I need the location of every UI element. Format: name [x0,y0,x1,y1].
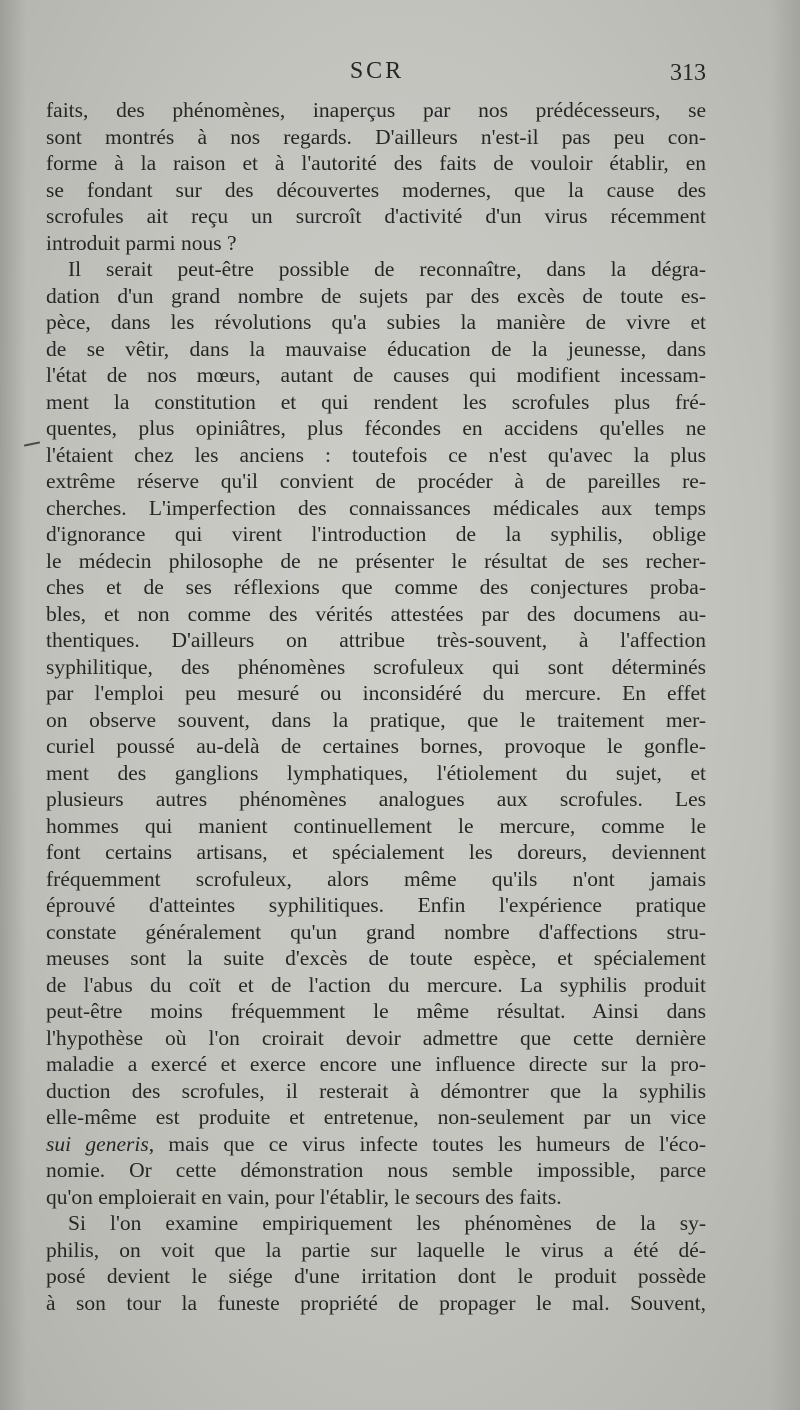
text-line: se fondant sur des découvertes modernes, que la cause des [46,177,706,202]
text-line: constate généralement qu'un grand nombre d'affections stru- [46,919,706,944]
text-line: le médecin philosophe de ne présenter le résultat de ses recher- [46,548,706,573]
text-line: elle-même est produite et entretenue, non-seulement par un vice [46,1105,706,1129]
text-line: l'hypothèse où l'on croirait devoir admettre que cette dernière [46,1025,706,1050]
text-line: peut-être moins fréquemment le même résultat. Ainsi dans [46,999,706,1023]
text-line: introduit parmi nous ? [46,230,237,255]
running-head [48,58,706,90]
body-text [46,97,706,1316]
text-line: faits, des phénomènes, inaperçus par nos prédécesseurs, se [46,98,706,122]
text-line: plusieurs autres phénomènes analogues aux scrofules. Les [46,787,706,811]
text-line: sont montrés à nos regards. D'ailleurs n'est-il pas peu con- [46,124,706,149]
text-line: font certains artisans, et spécialement les doreurs, deviennent [46,840,706,864]
text-line: Il serait peut-être possible de reconnaître, dans la dégra- [68,257,706,281]
text-line: curiel poussé au-delà de certaines bornes, provoque le gonfle- [46,734,706,758]
text-line: pèce, dans les révolutions qu'a subies la manière de vivre et [46,310,706,334]
text-line: posé devient le siége d'une irritation dont le produit possède [46,1264,706,1288]
text-line: ment la constitution et qui rendent les scrofules plus fré- [46,389,706,414]
text-line: qu'on emploierait en vain, pour l'établir, le secours des faits. [46,1184,562,1209]
text-line: quentes, plus opiniâtres, plus fécondes en accidens qu'elles ne [46,416,706,440]
text-line: forme à la raison et à l'autorité des faits de vouloir établir, en [46,151,706,175]
text-line: de l'abus du coït et de l'action du mercure. La syphilis produit [46,972,706,997]
text-line: hommes qui manient continuellement le mercure, comme le [46,813,706,838]
text-line: scrofules ait reçu un surcroît d'activité d'un virus récemment [46,204,706,228]
text-line: extrême réserve qu'il convient de procéder à de pareilles re- [46,469,706,493]
text-line: ches et de ses réflexions que comme des conjectures proba- [46,575,706,599]
text-line: par l'emploi peu mesuré ou inconsidéré du mercure. En effet [46,681,706,705]
margin-ink-mark [24,441,40,446]
text-line: de se vêtir, dans la mauvaise éducation de la jeunesse, dans [46,336,706,361]
text-line: thentiques. D'ailleurs on attribue très-souvent, à l'affection [46,628,706,652]
text-line: ment des ganglions lymphatiques, l'étiolement du sujet, et [46,760,706,785]
text-line: meuses sont la suite d'excès de toute espèce, et spécialement [46,946,706,970]
text-line: Si l'on examine empiriquement les phénomènes de la sy- [68,1211,706,1235]
text-line-rest: , mais que ce virus infecte toutes les humeurs de l'éco- [148,1131,706,1156]
text-line [46,1131,706,1158]
text-line: maladie a exercé et exerce encore une influence directe sur la pro- [46,1052,706,1076]
text-line: philis, on voit que la partie sur laquelle le virus a été dé- [46,1237,706,1262]
text-line: fréquemment scrofuleux, alors même qu'ils n'ont jamais [46,866,706,891]
text-line: d'ignorance qui virent l'introduction de la syphilis, oblige [46,522,706,546]
text-line: duction des scrofules, il resterait à démontrer que la syphilis [46,1078,706,1103]
text-line: syphilitique, des phénomènes scrofuleux qui sont déterminés [46,654,706,679]
text-line: l'étaient chez les anciens : toutefois ce n'est qu'avec la plus [46,442,706,467]
text-line: dation d'un grand nombre de sujets par des excès de toute es- [46,283,706,308]
page-header-title: SCR [349,58,405,84]
text-line: on observe souvent, dans la pratique, que le traitement mer- [46,707,706,732]
text-line: l'état de nos mœurs, autant de causes qui modifient incessam- [46,363,706,387]
page-number: 313 [670,60,706,86]
italic-phrase: sui generis [46,1131,149,1156]
text-line: à son tour la funeste propriété de propager le mal. Souvent, [46,1290,706,1315]
text-line: bles, et non comme des vérités attestées par des documens au- [46,601,706,626]
text-line: cherches. L'imperfection des connaissances médicales aux temps [46,495,706,520]
text-line: éprouvé d'atteintes syphilitiques. Enfin l'expérience pratique [46,893,706,917]
text-line: nomie. Or cette démonstration nous semble impossible, parce [46,1158,706,1182]
